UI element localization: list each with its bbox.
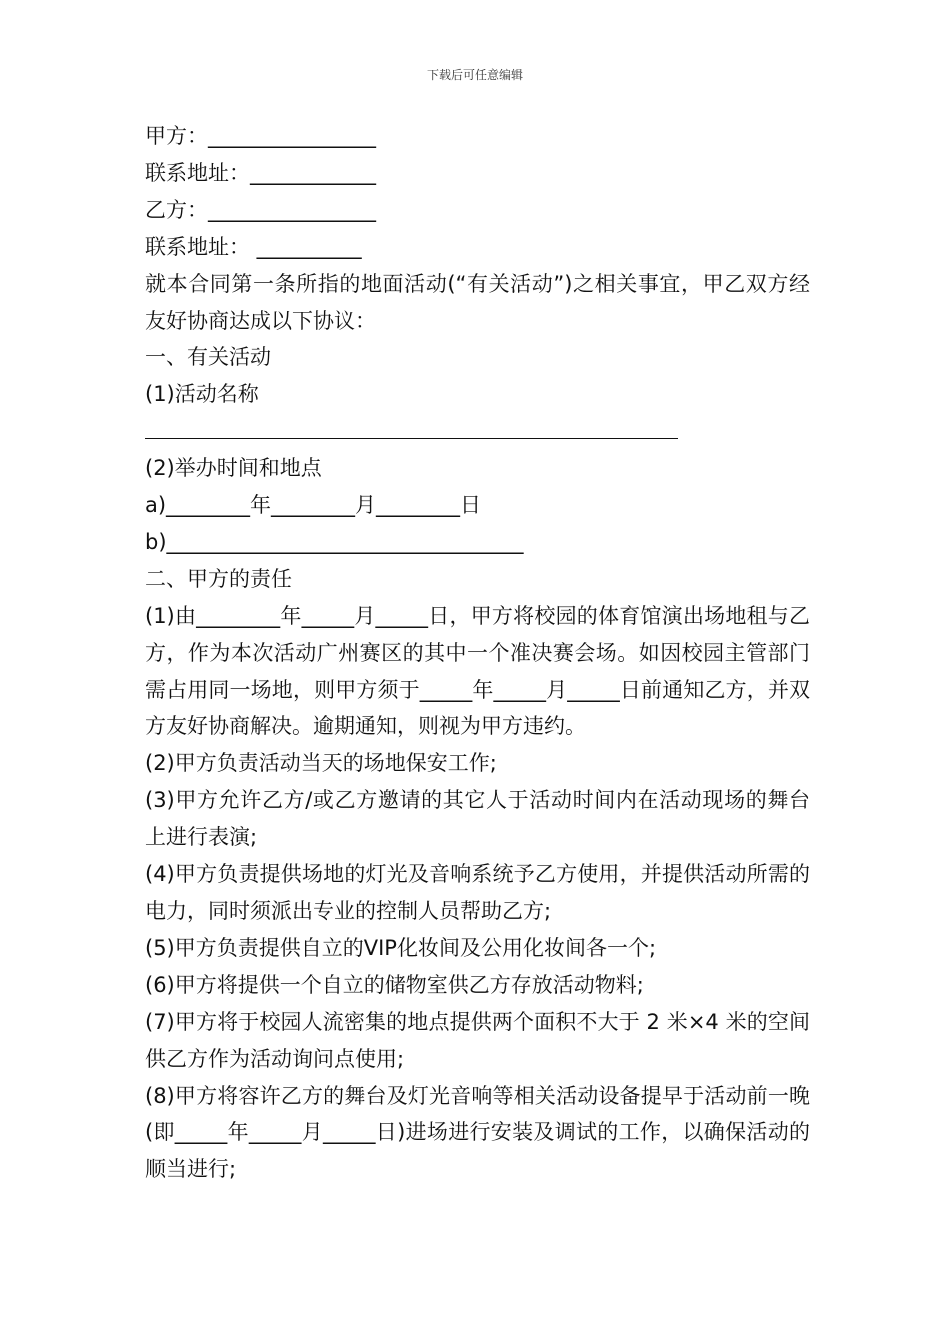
blank-rule bbox=[145, 438, 678, 439]
place-blank-line: b)__________________________________ bbox=[145, 529, 524, 554]
duty-item-3: (3)甲方允许乙方/或乙方邀请的其它人于活动时间内在活动现场的舞台上进行表演; bbox=[145, 788, 810, 850]
contract-body bbox=[145, 118, 810, 1188]
party-a-line: 甲方：________________ bbox=[145, 124, 376, 148]
duty-item-1: (1)由________年_____月_____日，甲方将校园的体育馆演出场地租与乙方，作为本次活动广州赛区的其中一个准决赛会场。如因校园主管部门需占用同一场地，则甲方须于_____年_____月_____日前通知乙方，并双方友好协商解决。逾期通知，则视为甲方违约。 bbox=[145, 603, 810, 739]
date-blank-line: a)________年________月________日 bbox=[145, 493, 482, 518]
intro-paragraph: 就本合同第一条所指的地面活动(“有关活动”)之相关事宜，甲乙双方经友好协商达成以下协议： bbox=[145, 271, 810, 333]
duty-item-4: (4)甲方负责提供场地的灯光及音响系统予乙方使用，并提供活动所需的电力，同时须派出专业的控制人员帮助乙方; bbox=[145, 862, 810, 924]
activity-name-blank bbox=[145, 413, 810, 450]
activity-name-label: (1)活动名称 bbox=[145, 382, 259, 407]
duty-item-2: (2)甲方负责活动当天的场地保安工作; bbox=[145, 751, 497, 776]
party-a-address-line: 联系地址：____________ bbox=[145, 160, 376, 185]
duty-item-5: (5)甲方负责提供自立的VIP化妆间及公用化妆间各一个; bbox=[145, 935, 657, 960]
time-place-label: (2)举办时间和地点 bbox=[145, 456, 322, 481]
duty-item-6: (6)甲方将提供一个自立的储物室供乙方存放活动物料; bbox=[145, 972, 644, 997]
section-heading-activity: 一、有关活动 bbox=[145, 345, 271, 370]
section-heading-party-a-duties: 二、甲方的责任 bbox=[145, 566, 292, 591]
page-header: 下载后可任意编辑 bbox=[426, 68, 523, 82]
party-b-line: 乙方：________________ bbox=[145, 197, 376, 222]
duty-item-8: (8)甲方将容许乙方的舞台及灯光音响等相关活动设备提早于活动前一晚(即_____年_____月_____日)进场进行安装及调试的工作，以确保活动的顺当进行; bbox=[145, 1083, 810, 1182]
duty-item-7: (7)甲方将于校园人流密集的地点提供两个面积不大于 2 米×4 米的空间供乙方作为活动询问点使用; bbox=[145, 1009, 810, 1071]
party-b-address-line: 联系地址： __________ bbox=[145, 234, 362, 259]
